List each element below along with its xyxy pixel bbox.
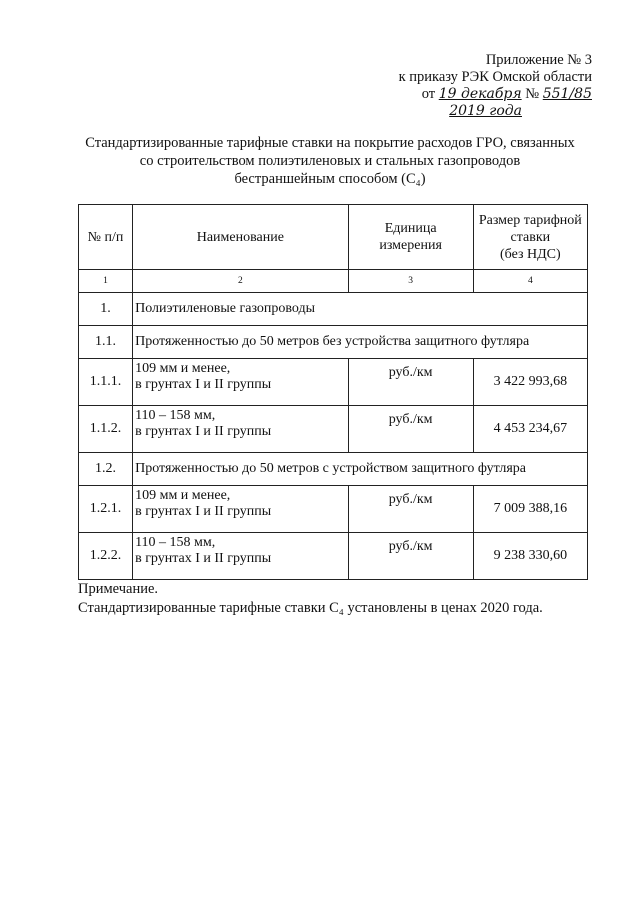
document-title: Стандартизированные тарифные ставки на покрытие расходов ГРО, связанных со строительством полиэтиленовых и стальных газопроводов бестраншейным способом (C₄) bbox=[85, 135, 575, 187]
row-unit: руб./км bbox=[348, 486, 473, 533]
column-number: 1 bbox=[79, 270, 133, 293]
col-header-name: Наименование bbox=[133, 205, 349, 270]
col-header-rate: Размер тарифной ставки (без НДС) bbox=[473, 205, 587, 270]
handwritten-number: 551/85 bbox=[542, 86, 592, 102]
col-header-unit: Единица измерения bbox=[348, 205, 473, 270]
row-name: 110 – 158 мм, в грунтах I и II группы bbox=[133, 406, 349, 453]
column-number-row bbox=[79, 270, 588, 293]
table-row bbox=[79, 486, 588, 533]
appendix-label: Приложение № 3 bbox=[485, 52, 592, 68]
row-number: 1.1.2. bbox=[79, 406, 133, 453]
order-reference: к приказу РЭК Омской области bbox=[398, 69, 592, 85]
handwritten-year: 2019 года bbox=[449, 103, 522, 119]
column-number: 4 bbox=[473, 270, 587, 293]
column-number: 3 bbox=[348, 270, 473, 293]
table-header-row bbox=[79, 205, 588, 270]
note-text: Стандартизированные тарифные ставки C₄ установлены в ценах 2020 года. bbox=[78, 600, 543, 616]
row-unit: руб./км bbox=[348, 406, 473, 453]
table-row-section bbox=[79, 326, 588, 359]
row-unit: руб./км bbox=[348, 533, 473, 580]
table-row bbox=[79, 359, 588, 406]
row-section-title: Протяженностью до 50 метров с устройством защитного футляра bbox=[133, 453, 588, 486]
table-row bbox=[79, 533, 588, 580]
row-rate-value: 9 238 330,60 bbox=[473, 533, 587, 580]
row-number: 1. bbox=[79, 293, 133, 326]
row-number: 1.2.2. bbox=[79, 533, 133, 580]
row-rate-value: 7 009 388,16 bbox=[473, 486, 587, 533]
row-rate-value: 3 422 993,68 bbox=[473, 359, 587, 406]
row-name: 109 мм и менее, в грунтах I и II группы bbox=[133, 486, 349, 533]
document-header bbox=[399, 52, 592, 120]
table-row-section bbox=[79, 293, 588, 326]
row-name: 110 – 158 мм, в грунтах I и II группы bbox=[133, 533, 349, 580]
row-section-title: Протяженностью до 50 метров без устройства защитного футляра bbox=[133, 326, 588, 359]
column-number: 2 bbox=[133, 270, 349, 293]
order-date-line: от 19 декабря № 551/85 bbox=[421, 86, 592, 102]
row-rate-value: 4 453 234,67 bbox=[473, 406, 587, 453]
handwritten-date: 19 декабря bbox=[438, 86, 522, 102]
row-name: 109 мм и менее, в грунтах I и II группы bbox=[133, 359, 349, 406]
table-row-section bbox=[79, 453, 588, 486]
note-section bbox=[78, 580, 543, 618]
row-unit: руб./км bbox=[348, 359, 473, 406]
table-row bbox=[79, 406, 588, 453]
row-number: 1.2. bbox=[79, 453, 133, 486]
note-label: Примечание. bbox=[78, 581, 159, 597]
row-number: 1.1. bbox=[79, 326, 133, 359]
row-section-title: Полиэтиленовые газопроводы bbox=[133, 293, 588, 326]
row-number: 1.1.1. bbox=[79, 359, 133, 406]
tariff-rates-table bbox=[78, 204, 588, 580]
row-number: 1.2.1. bbox=[79, 486, 133, 533]
col-header-number: № п/п bbox=[79, 205, 133, 270]
